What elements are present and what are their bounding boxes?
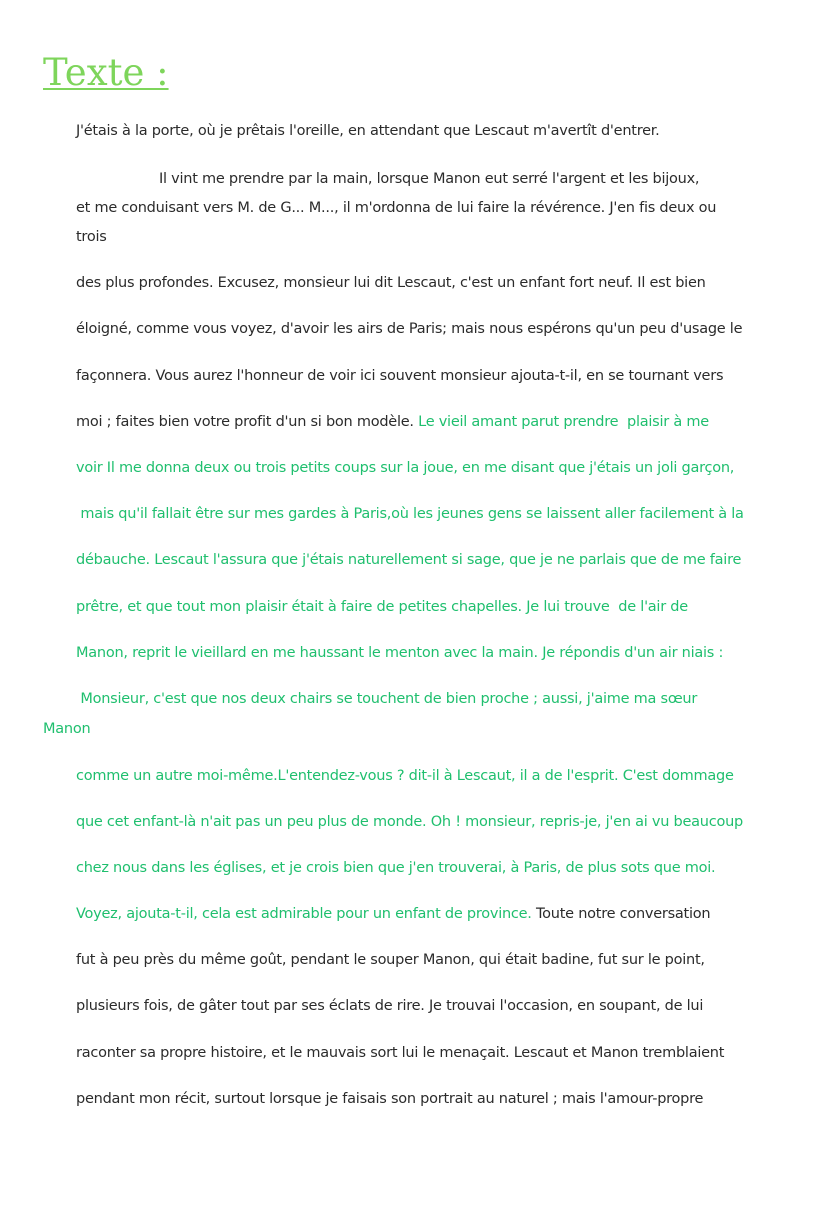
- quoted-text-segment: prêtre, et que tout mon plaisir était à faire de petites chapelles. Je lui trouve de l'air de: [76, 599, 688, 615]
- text-line: [76, 272, 706, 294]
- quoted-text-segment: mais qu'il fallait être sur mes gardes à Paris,où les jeunes gens se laissent aller facilement à la: [76, 506, 744, 522]
- text-line: [76, 365, 723, 387]
- text-segment: des plus profondes. Excusez, monsieur lui dit Lescaut, c'est un enfant fort neuf. Il est bien: [76, 275, 706, 291]
- text-line: [76, 995, 703, 1017]
- text-segment: trois: [76, 229, 107, 245]
- text-line: [76, 1088, 703, 1110]
- quoted-text-segment: voir Il me donna deux ou trois petits coups sur la joue, en me disant que j'étais un joli garçon,: [76, 460, 735, 476]
- quoted-text-segment: que cet enfant-là n'ait pas un peu plus de monde. Oh ! monsieur, repris-je, j'en ai vu beaucoup: [76, 814, 743, 830]
- text-line: [76, 765, 734, 787]
- text-line: [76, 411, 709, 433]
- text-line: [76, 903, 710, 925]
- text-segment: fut à peu près du même goût, pendant le souper Manon, qui était badine, fut sur le point,: [76, 952, 705, 968]
- quoted-text-segment: Manon, reprit le vieillard en me haussant le menton avec la main. Je répondis d'un air niais :: [76, 645, 724, 661]
- text-segment: Toute notre conversation: [531, 906, 711, 922]
- text-line: [76, 642, 723, 664]
- text-line: [76, 596, 688, 618]
- text-segment: Il vint me prendre par la main, lorsque Manon eut serré l'argent et les bijoux,: [159, 171, 700, 187]
- text-line: [76, 120, 660, 142]
- text-segment: moi ; faites bien votre profit d'un si bon modèle.: [76, 414, 419, 430]
- text-segment: raconter sa propre histoire, et le mauvais sort lui le menaçait. Lescaut et Manon tremblaient: [76, 1045, 725, 1061]
- text-line: [76, 226, 107, 248]
- text-line: [159, 168, 699, 190]
- text-segment: et me conduisant vers M. de G... M..., il m'ordonna de lui faire la révérence. J'en fis deux ou: [76, 200, 717, 216]
- quoted-text-segment: débauche. Lescaut l'assura que j'étais naturellement si sage, que je ne parlais que de me faire: [76, 552, 742, 568]
- page-title: Texte :: [43, 51, 169, 94]
- text-line: [76, 318, 742, 340]
- text-segment: façonnera. Vous aurez l'honneur de voir ici souvent monsieur ajouta-t-il, en se tournant vers: [76, 368, 724, 384]
- text-line: [76, 1042, 724, 1064]
- text-segment: J'étais à la porte, où je prêtais l'oreille, en attendant que Lescaut m'avertît d'entrer.: [76, 123, 660, 139]
- quoted-text-segment: Monsieur, c'est que nos deux chairs se touchent de bien proche ; aussi, j'aime ma sœur: [76, 691, 698, 707]
- text-line: [76, 549, 741, 571]
- quoted-text-segment: Manon: [43, 721, 91, 737]
- text-line: [76, 197, 716, 219]
- text-line: [76, 949, 705, 971]
- quoted-text-segment: chez nous dans les églises, et je crois bien que j'en trouverai, à Paris, de plus sots que moi.: [76, 860, 716, 876]
- text-segment: éloigné, comme vous voyez, d'avoir les airs de Paris; mais nous espérons qu'un peu d'usage le: [76, 321, 743, 337]
- quoted-text-segment: Le vieil amant parut prendre plaisir à me: [418, 414, 709, 430]
- text-line: [76, 857, 715, 879]
- text-segment: plusieurs fois, de gâter tout par ses éclats de rire. Je trouvai l'occasion, en soupant, de lui: [76, 998, 704, 1014]
- text-line: [76, 811, 743, 833]
- quoted-text-segment: Voyez, ajouta-t-il, cela est admirable pour un enfant de province.: [76, 906, 532, 922]
- text-line: [76, 503, 744, 525]
- text-line: [76, 457, 734, 479]
- quoted-text-segment: comme un autre moi-même.L'entendez-vous ? dit-il à Lescaut, il a de l'esprit. C'est dommage: [76, 768, 734, 784]
- text-segment: pendant mon récit, surtout lorsque je faisais son portrait au naturel ; mais l'amour-propre: [76, 1091, 704, 1107]
- text-line: [76, 688, 697, 710]
- text-line: [43, 718, 90, 740]
